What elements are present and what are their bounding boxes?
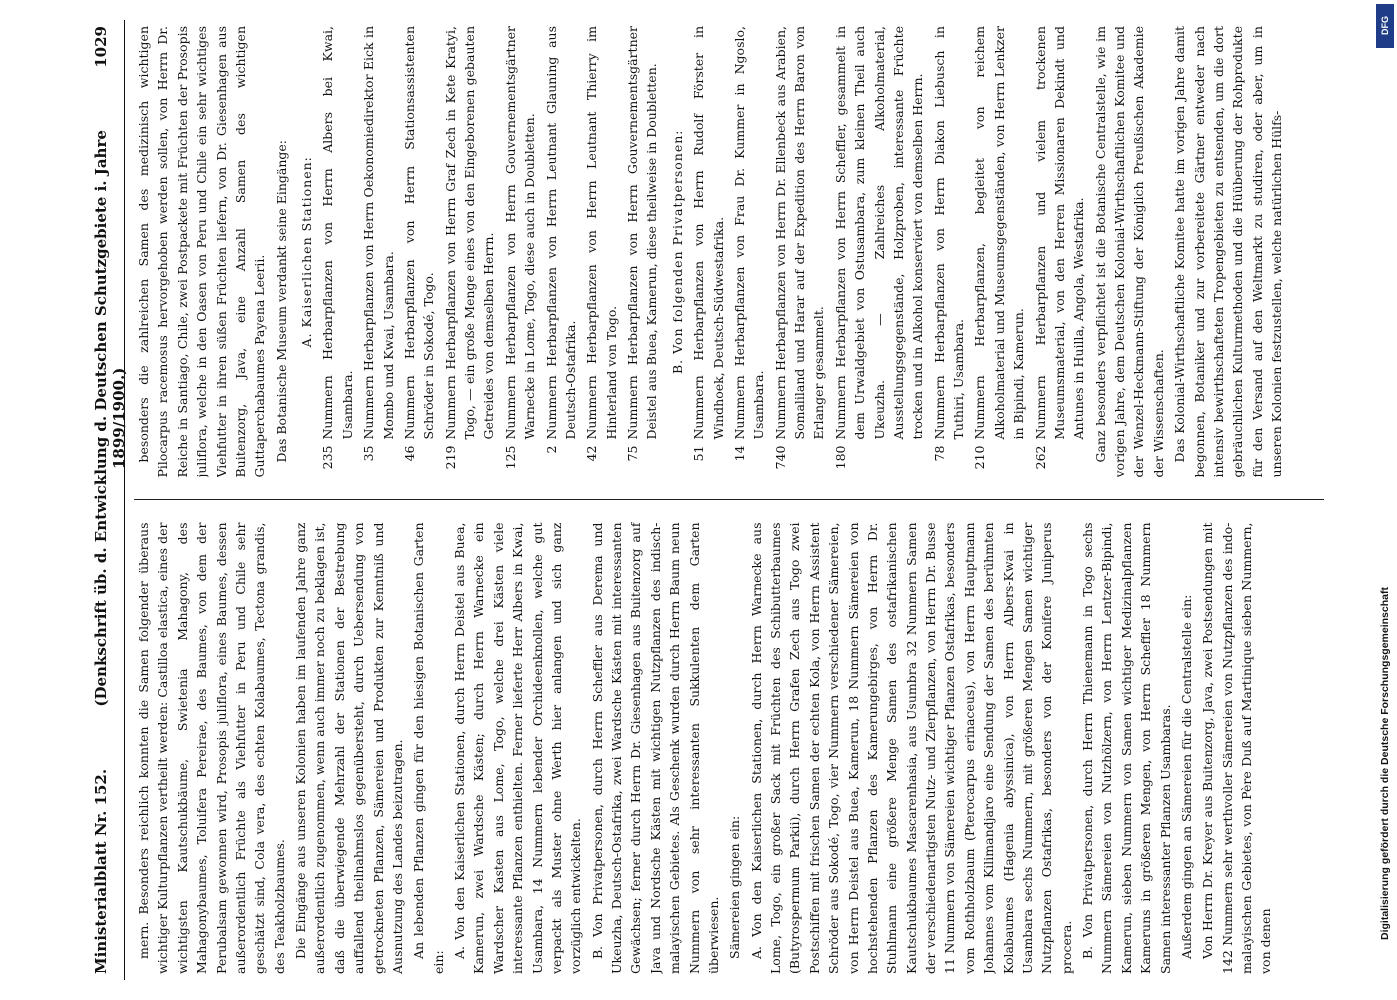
header-journal: Ministerialblatt Nr. 152. [91, 768, 110, 974]
herbarium-list-b [689, 26, 1089, 478]
paragraph: Von Herrn Dr. Kreyer aus Buitenzorg, Java, zwei Postsendungen mit 142 Nummern sehr werthvoller Sämereien von Nutzpflanzen des indo-malayischen Gebietes, von Père Duß auf Martinique sieben Nummern, von denen [1199, 522, 1273, 974]
paragraph: A. Von den Kaiserlichen Stationen, durch Herrn Warnecke aus Lome, Togo, ein großer Sack mit Früchten des Schibutterbaumes (Butyrospermum Parkii), durch Herrn Grafen Zech aus Togo zwei Postschiffen mit frischen Samen der echten Kola, von Herrn Assistent Schröder aus Sokodé, Togo, vier Nummern verschiedener Sämereien, von Herrn Deistel aus Buea, Kamerun, 18 Nummern Sämereien von hochstehenden Pflanzen des Kamerungebirges, von Herrn Dr. Stuhlmann eine größere Menge Samen des ostafrikanischen Kautschukbaumes Mascarenhasia, aus Usumbra 32 Nummern Samen der verschiedenartigsten Nutz- und Zierpflanzen, von Herrn Dr. Busse 11 Nummern von Sämereien wichtiger Pflanzen Ostafrikas, besonders vom Rothholzbaum (Pterocarpus erinaceus), von Herrn Hauptmann Johannes vom Kilimandjaro eine Sendung der Samen des berühmten Kolabaumes (Hagenia abyssinica), von Herrn Albers-Kwai in Usambara sechs Nummern, mit größeren Mengen Samen wichtiger Nutzpflanzen Ostafrikas, besonders von der Konifere Juniperus procera. [748, 522, 1074, 974]
paragraph: Ganz besonders verpflichtet ist die Botanische Centralstelle, wie im vorigen Jahre, dem Deutschen Kolonial-Wirthschaftlichen Komitee und der Wenzel-Heckmann-Stiftung der Königlich Preußischen Akademie der Wissenschaften. [1092, 26, 1166, 478]
item-count: 2 [543, 445, 558, 454]
list-item [770, 26, 828, 478]
item-count: 125 [502, 445, 518, 470]
paragraph: B. Von Privatpersonen, durch Herrn Thienemann in Togo sechs Nummern Sämereien von Nutzhölzern, von Herrn Lentzer-Bipindi, Kamerun, sieben Nummern von Samen wichtiger Medizinalpflanzen Kameruns in größeren Mengen, von Herrn Scheffler 18 Nummern Samen interessanter Pflanzen Usambaras. [1079, 522, 1172, 974]
item-text: Nummern Herbarpflanzen von Frau Dr. Kummer in Ngoslo, Usambara. [731, 26, 766, 440]
item-count: 262 [1032, 445, 1047, 470]
item-count: 35 [360, 445, 376, 462]
item-text: Nummern Herbarpflanzen von Herrn Diakon Liebusch in Tuthiri, Usambara. [931, 26, 966, 440]
list-item [830, 26, 927, 478]
list-item [500, 26, 539, 478]
item-count: 75 [624, 445, 640, 462]
page-number: 1029 [91, 26, 110, 68]
text-columns [134, 20, 1324, 980]
page-header [91, 20, 128, 980]
dfg-logo: DFG [1376, 4, 1394, 48]
item-count: 46 [401, 445, 417, 462]
item-count: 180 [832, 445, 848, 470]
item-text: Nummern Herbarpflanzen von Herrn Gouvernementsgärtner Warnecke in Lome, Togo, diese auch in Doubletten. [502, 26, 537, 440]
paragraph: Außerdem gingen an Sämereien für die Centralstelle ein: [1178, 594, 1194, 959]
rotated-page [64, 20, 1334, 980]
herbarium-list-a [318, 26, 661, 478]
list-item [929, 26, 968, 478]
list-item [1030, 26, 1088, 478]
list-item [689, 26, 728, 478]
paragraph: besonders die zahlreichen Samen des medizinisch wichtigen Pilocarpus racemosus hervorgehoben werden sollen, von Herrn Dr. Reiche in Santiago, Chile, zwei Postpackete mit Früchten der Prosopis juliflora, welche in den Oasen von Peru und Chile ein sehr wichtiges Viehfutter in ihren süßen Früchten liefern, von Dr. Giesenhagen aus Buitenzorg, Java, eine Anzahl Samen des wichtigen Guttaperchabaumes Payena Leerii. [135, 26, 267, 478]
item-count: 210 [971, 445, 987, 470]
paragraph: An lebenden Pflanzen gingen für den hiesigen Botanischen Garten ein: [410, 522, 446, 974]
column-divider [134, 500, 1324, 501]
section-heading: B. Von folgenden Privatpersonen: [669, 129, 685, 375]
item-text: Nummern Herbarpflanzen von Herrn Albers bei Kwai, Usambara. [319, 26, 355, 440]
paragraph: mern. Besonders reichlich konnten die Samen folgender überaus wichtiger Kulturpflanzen vertheilt werden: Castilloa elastica, eines der wichtigsten Kautschukbäume, Swietenia Mahagony, des Mahagonybaumes, Toluifera Pereirae, des Baumes, von dem der Perubalsam gewonnen wird, Prosopis juliflora, eines Baumes, dessen außerordentlich Früchte als Viehfutter in Peru und Chile sehr geschätzt sind, Cola vera, des echten Kolabaumes, Tectona grandis, des Teakholzbaumes. [135, 522, 287, 974]
item-text: Nummern Herbarpflanzen, begleitet von reichem Alkoholmaterial und Museumsgegenständen, von Herrn Lenkzer in Bipindi, Kamerun. [971, 26, 1026, 440]
paragraph: Das Botanische Museum verdankt seine Eingänge: [273, 139, 289, 463]
digitization-credit [1375, 60, 1395, 940]
list-item [440, 26, 498, 478]
list-item [318, 26, 357, 478]
item-text: Nummern Herbarpflanzen von Herrn Oekonomiedirektor Eick in Mombo und Kwai, Usambara. [360, 26, 395, 440]
item-text: Nummern Herbarpflanzen von Herrn Dr. Ellenbeck aus Arabien, Somaliland und Harar auf der Expedition des Herrn Baron von Erlanger gesammelt. [772, 26, 826, 440]
list-item [970, 26, 1028, 478]
item-text: Nummern Herbarpflanzen von Herrn Scheffler, gesammelt in dem Urwaldgebiet von Ostusambara, zum kleinen Theil auch Ukeuzha. — Zahlreiches Alkoholmaterial, Ausstellungsgegenstände, Holzproben, interessante Früchte trocken und in Alkohol konserviert von demselben Herrn. [832, 26, 925, 440]
paragraph: B. Von Privatpersonen, durch Herrn Scheffler aus Derema und Ukeuzha, Deutsch-Ostafrika, zwei Wardsche Kästen mit interessanten Gewächsen; ferner durch Herrn Dr. Giesenhagen aus Buitenzorg auf Java und Nordsche Kästen mit wichtigen Nutzpflanzen des indisch-malayischen Gebietes. Als Geschenk wurden durch Herrn Baum neun Nummern von sehr interessanten Sukkulenten dem Garten überwiesen. [589, 522, 721, 974]
item-count: 42 [583, 445, 599, 462]
paragraph: Das Kolonial-Wirthschaftliche Komitee hatte im vorigen Jahre damit begonnen, Botaniker und zur vorbereitete Gärtner entweder nach intensiv bewirthschafteten Tropengebieten zu entsenden, um die dort gebräuchlichen Kulturmethoden und die Hüüberung der Rohprodukte für den Versand auf den Weltmarkt zu studiren, oder aber, um in unseren Kolonien festzustellen, welche natürlichen Hülfs- [1171, 26, 1284, 478]
right-column [134, 26, 1324, 478]
item-text: Nummern Herbarpflanzen und vielem trockenen Museumsmaterial, von den Herren Missionaren Dekindt und Antunes in Huilla, Angola, Westafrika. [1032, 26, 1086, 440]
list-item [541, 26, 580, 478]
item-count: 219 [442, 445, 458, 470]
item-count: 14 [731, 445, 747, 462]
list-item [359, 26, 398, 478]
item-text: Nummern Herbarpflanzen von Herrn Graf Zech in Kete Kratyi, Togo, — ein große Menge eines von den Eingeborenen gebauten Getreides von demselben Herrn. [442, 26, 496, 440]
item-text: Nummern Herbarpflanzen von Herrn Leutnant Glauning aus Deutsch-Ostafrika. [543, 26, 578, 440]
list-item [623, 26, 662, 478]
item-text: Nummern Herbarpflanzen von Herrn Gouvernementsgärtner Deistel aus Buea, Kamerun, diese theilweise in Doubletten. [624, 26, 659, 440]
item-count: 235 [319, 445, 335, 470]
item-text: Nummern Herbarpflanzen von Herrn Rudolf Förster in Windhoek, Deutsch-Südwestafrika. [690, 26, 725, 440]
item-count: 78 [931, 445, 947, 462]
list-item [399, 26, 438, 478]
header-title: (Denkschrift üb. d. Entwicklung d. Deutschen Schutzgebiete i. Jahre 1899/1900.) [91, 130, 128, 707]
item-count: 740 [772, 445, 788, 470]
section-heading: A. Kaiserlichen Stationen: [298, 156, 314, 348]
item-text: Nummern Herbarpflanzen von Herrn Stationsassistenten Schröder in Sokodé, Togo. [401, 26, 436, 440]
paragraph: Sämereien gingen ein: [726, 815, 742, 959]
paragraph: Die Eingänge aus unseren Kolonien haben im laufenden Jahre ganz außerordentlich zugenommen, wenn auch immer noch zu beklagen ist, daß die überwiegende Mehrzahl der Stationen der Bestrebung auffallend theilnahmslos gegenübersteht, durch Uebersendung von getrockneten Pflanzen, Sämereien und Produkten zur Kenntniß und Ausnutzung des Landes beizutragen. [292, 522, 405, 974]
list-item [582, 26, 621, 478]
item-count: 51 [690, 445, 706, 462]
item-text: Nummern Herbarpflanzen von Herrn Leutnant Thierry im Hinterland von Togo. [583, 26, 619, 440]
credit-text: Digitalisierung gefördert durch die Deutsche Forschungsgemeinschaft [1379, 587, 1391, 940]
left-column [134, 523, 1324, 975]
paragraph: A. Von den Kaiserlichen Stationen, durch Herrn Deistel aus Buea, Kamerun, zwei Wardsche Kästen; durch Herrn Warnecke ein Wardscher Kasten aus Lome, Togo, welche drei Kästen viele interessante Pflanzen enthielten. Ferner lieferte Herr Albers in Kwai, Usambara, 14 Nummern lebender Orchideenknollen, welche gut verpackt als Muster ohne Werth hier anlangen und sich ganz vorzüglich entwickelten. [451, 522, 583, 974]
list-item [729, 26, 768, 478]
